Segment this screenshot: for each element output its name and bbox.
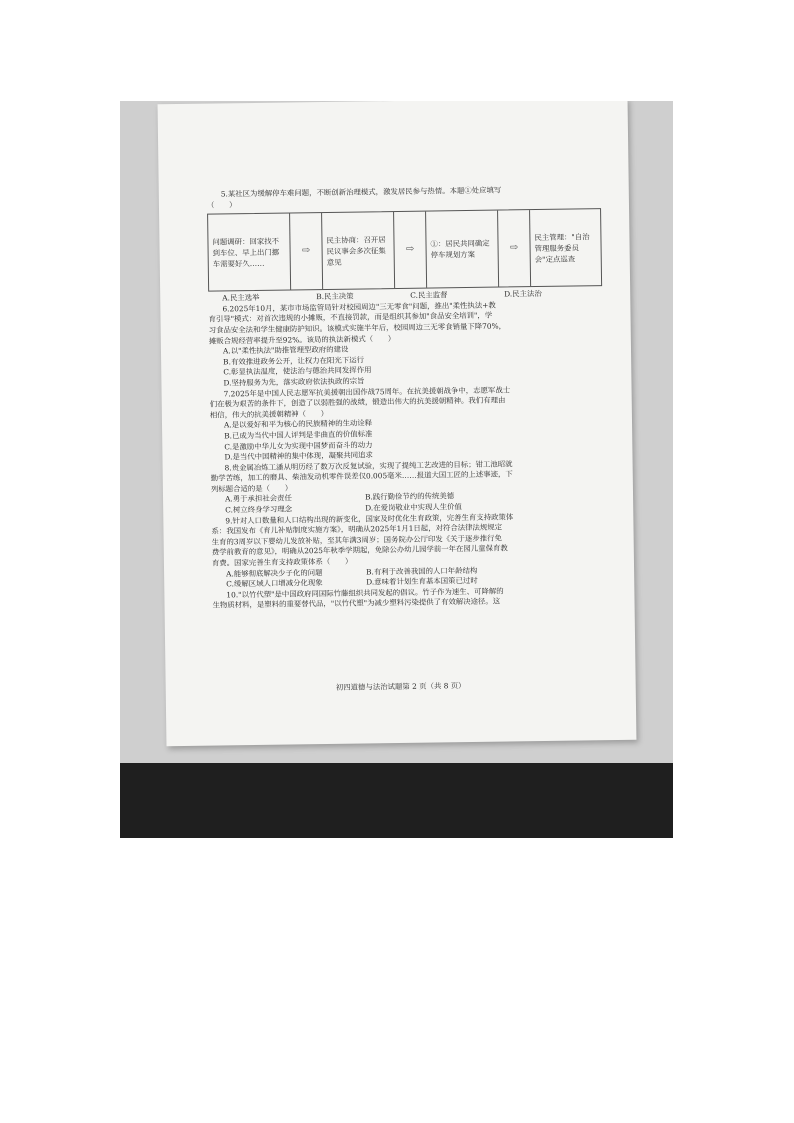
q8-line: 勤学苦练，加工的磨具、柴油发动机零件误差仅0.005毫米……报道大国工匠的上述事迹，下 bbox=[210, 469, 513, 483]
q9-line: 系：我国发布《育儿补贴制度实施方案》，明确从2025年1月1日起，对符合法律法规规定 bbox=[211, 522, 503, 536]
option-c: C.是激励中华儿女为实现中国梦而奋斗的动力 bbox=[224, 439, 373, 451]
option-b: B.践行勤俭节约的传统美德 bbox=[364, 491, 455, 502]
option-a: A.民主选举 bbox=[222, 293, 260, 303]
option-a: A.是以爱好和平为核心的民族精神的生动诠释 bbox=[223, 418, 373, 430]
option-b: B.民主决策 bbox=[316, 291, 354, 302]
option-a: A.以"柔性执法"助推管理型政府的建设 bbox=[222, 344, 349, 356]
option-c: C.树立终身学习理念 bbox=[225, 504, 293, 515]
page-footer: 初四道德与法治试题第 2 页（共 8 页） bbox=[335, 681, 466, 692]
flow-box-consult: 民主协商：召开居民议事会多次征集意见 bbox=[322, 212, 395, 289]
q6-line: 摊贩合规经营率提升至92%。该局的执法新模式（ ） bbox=[208, 333, 396, 346]
option-b: B.已成为当代中国人评判是非曲直的价值标准 bbox=[224, 429, 373, 441]
q5-bracket: （ ） bbox=[206, 199, 237, 210]
q5-stem: 5.某社区为缓解停车难问题，不断创新治理模式，激发居民参与热情。本题①处应填写 bbox=[220, 185, 502, 199]
option-d: D.是当代中国精神的集中体现，凝聚共同追求 bbox=[224, 450, 373, 462]
option-a: A.能够彻底解决少子化的问题 bbox=[226, 567, 323, 579]
arrow-icon: ⇨ bbox=[394, 212, 427, 288]
option-d: D.在爱岗敬业中实现人生价值 bbox=[365, 502, 462, 513]
arrow-icon: ⇨ bbox=[498, 210, 531, 286]
q6-line: 育引导"模式：对首次违规的小摊贩，不直接罚款，而是组织其参加"食品安全培训"，学 bbox=[208, 311, 493, 324]
q9-line: 生育的3周岁以下婴幼儿发放补贴，至其年满3周岁；国务院办公厅印发《关于逐步推行免 bbox=[211, 533, 502, 547]
arrow-icon: ⇨ bbox=[290, 213, 323, 289]
q5-flow-chart bbox=[207, 208, 602, 291]
q10-line: 10."以竹代塑"是中国政府同国际竹藤组织共同发起的倡议。竹子作为速生、可降解的 bbox=[226, 586, 504, 600]
option-c: C.缓解区域人口增减分化现象 bbox=[226, 578, 323, 589]
q7-line: 相信，伟大的抗美援朝精神（ ） bbox=[209, 408, 329, 420]
q6-line: 习食品安全法和学生健康防护知识。该模式实施半年后，校园周边三无零食销量下降70%， bbox=[208, 321, 507, 335]
option-d: D.意味着计划生育基本国策已过时 bbox=[366, 576, 478, 587]
photo-background bbox=[120, 101, 673, 838]
flow-box-blank: ①：居民共同确定停车规划方案 bbox=[426, 211, 499, 288]
option-d: D.坚持服务为先，落实政府依法执政的宗旨 bbox=[223, 376, 365, 388]
q8-line: 列标题合适的是（ ） bbox=[210, 483, 293, 494]
option-a: A.勇于承担社会责任 bbox=[225, 493, 292, 504]
q9-line: 费学前教育的意见》，明确从2025年秋季学期起，免除公办幼儿园学前一年在园儿童保育教 bbox=[211, 543, 508, 558]
q9-line: 育费。国家完善生育支持政策体系（ ） bbox=[211, 556, 353, 568]
option-b: B.有效推进政务公开，让权力在阳光下运行 bbox=[223, 355, 365, 367]
q9-line: 9.针对人口数量和人口结构出现的新变化，国家及时优化生育政策，完善生育支持政策体 bbox=[225, 512, 514, 526]
option-d: D.民主法治 bbox=[504, 289, 542, 299]
q8-line: 8.贵金属冶炼工潘从明历经了数万次反复试验，实现了提纯工艺改进的目标；钳工池昭就 bbox=[224, 459, 513, 473]
flow-box-manage: 民主管理："自治管理服务委员会"定点巡查 bbox=[534, 231, 590, 264]
floor-shadow bbox=[120, 763, 673, 838]
q10-line: 生物质材料，是塑料的重要替代品，"以竹代塑"为减少塑料污染提供了有效解决途径。这 bbox=[212, 596, 501, 610]
option-c: C.民主监督 bbox=[410, 290, 448, 300]
exam-paper bbox=[158, 101, 637, 746]
exam-content bbox=[207, 184, 607, 611]
option-c: C.彰显执法温度，使法治与德治共同发挥作用 bbox=[223, 365, 372, 377]
flow-box-research: 问题调研：回家找不到车位、早上出门挪车需要好久…… bbox=[208, 214, 291, 291]
q6-line: 6.2025年10月，某市市场监管局针对校园周边"三无零食"问题，推出"柔性执法+教 bbox=[222, 300, 496, 314]
q7-line: 7.2025年是中国人民志愿军抗美援朝出国作战75周年。在抗美援朝战争中，志愿军战士 bbox=[223, 384, 511, 398]
option-b: B.有利于改善我国的人口年龄结构 bbox=[366, 565, 478, 577]
q7-line: 们在极为艰苦的条件下，创造了以弱胜强的战绩，锻造出伟大的抗美援朝精神。我们有理由 bbox=[209, 395, 506, 409]
